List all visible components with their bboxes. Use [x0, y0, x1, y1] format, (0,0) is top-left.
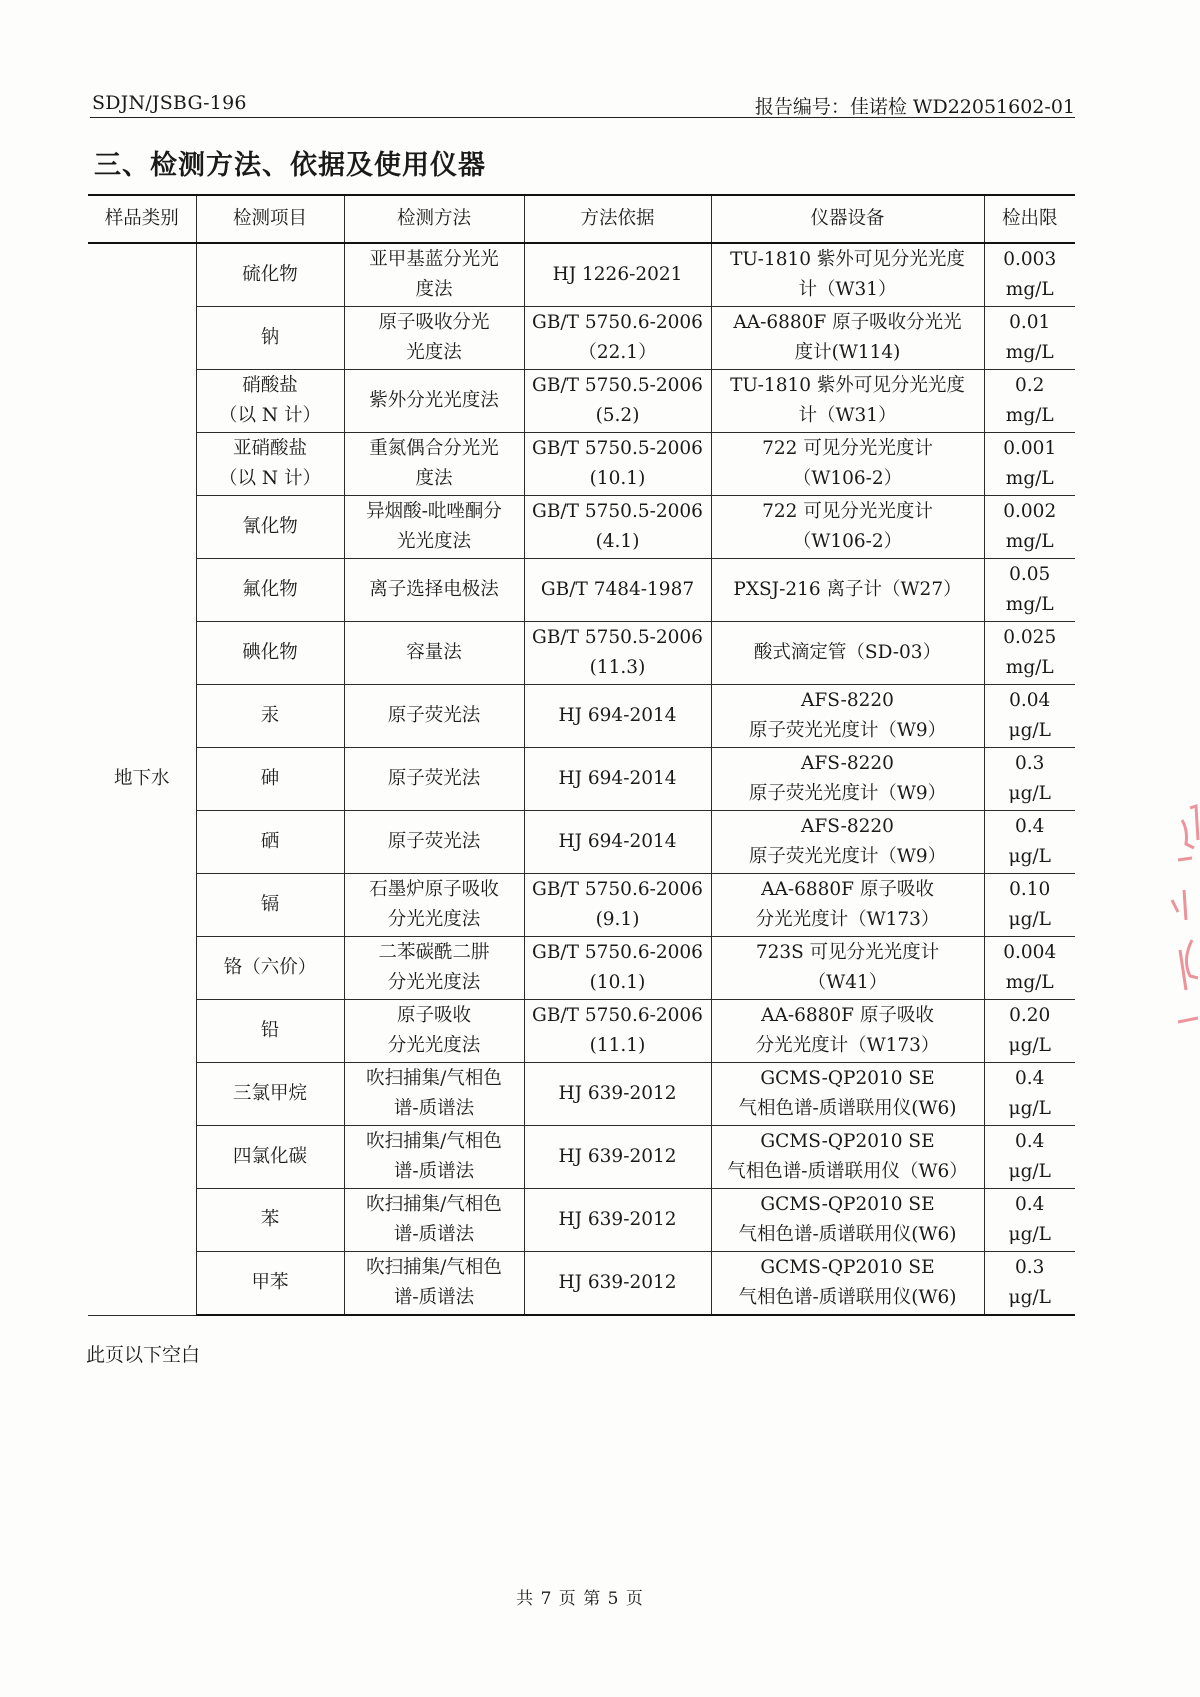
method-basis-cell-text: GB/T 5750.5-2006 (11.3) — [532, 627, 703, 678]
test-item-cell — [196, 1000, 344, 1063]
table-row — [88, 243, 1075, 307]
method-basis-cell-text: HJ 694-2014 — [558, 831, 677, 852]
detection-limit-cell — [984, 1000, 1075, 1063]
table-row — [88, 937, 1075, 1000]
test-method-cell — [344, 1000, 524, 1063]
method-basis-cell — [524, 937, 711, 1000]
test-method-cell — [344, 622, 524, 685]
table-row — [88, 1063, 1075, 1126]
method-basis-cell-text: HJ 639-2012 — [558, 1209, 677, 1230]
test-item-cell — [196, 370, 344, 433]
test-item-cell — [196, 685, 344, 748]
method-basis-cell — [524, 433, 711, 496]
detection-limit-cell-text: 0.025 mg/L — [1003, 627, 1057, 678]
test-item-cell-text: 碘化物 — [242, 642, 298, 663]
test-method-cell-text: 吹扫捕集/气相色 谱-质谱法 — [366, 1257, 502, 1308]
test-method-cell-text: 吹扫捕集/气相色 谱-质谱法 — [366, 1194, 502, 1245]
test-method-cell — [344, 370, 524, 433]
test-method-cell-text: 亚甲基蓝分光光 度法 — [369, 249, 499, 300]
method-basis-cell — [524, 559, 711, 622]
method-basis-cell — [524, 1000, 711, 1063]
method-basis-cell-text: HJ 639-2012 — [558, 1146, 677, 1167]
instrument-cell-text: GCMS-QP2010 SE 气相色谱-质谱联用仪(W6) — [738, 1194, 957, 1245]
method-basis-cell — [524, 243, 711, 307]
test-item-cell — [196, 1063, 344, 1126]
test-item-cell — [196, 622, 344, 685]
sample-category-cell: 地下水 — [88, 243, 196, 1315]
test-item-cell-text: 钠 — [260, 327, 280, 348]
test-item-cell — [196, 433, 344, 496]
instrument-cell — [711, 1189, 984, 1252]
instrument-cell — [711, 496, 984, 559]
document-code: SDJN/JSBG-196 — [92, 92, 247, 114]
test-method-cell — [344, 307, 524, 370]
test-item-cell-text: 四氯化碳 — [232, 1146, 307, 1167]
instrument-cell-text: AFS-8220 原子荧光光度计（W9） — [748, 690, 947, 741]
method-basis-cell-text: GB/T 5750.6-2006 (10.1) — [532, 942, 703, 993]
method-basis-cell — [524, 685, 711, 748]
instrument-cell — [711, 1000, 984, 1063]
test-method-cell — [344, 748, 524, 811]
seal-stamp-fragment — [1152, 800, 1200, 1040]
detection-limit-cell — [984, 622, 1075, 685]
test-item-cell-text: 砷 — [260, 768, 280, 789]
table-row — [88, 748, 1075, 811]
detection-limit-cell-text: 0.4 μg/L — [1008, 816, 1051, 867]
detection-limit-cell-text: 0.001 mg/L — [1003, 438, 1057, 489]
table-row — [88, 1000, 1075, 1063]
test-method-cell-text: 吹扫捕集/气相色 谱-质谱法 — [366, 1068, 502, 1119]
method-basis-cell-text: HJ 639-2012 — [558, 1272, 677, 1293]
instrument-cell-text: GCMS-QP2010 SE 气相色谱-质谱联用仪（W6） — [727, 1131, 968, 1182]
header-divider — [90, 117, 1075, 118]
test-item-cell-text: 硒 — [260, 831, 280, 852]
column-header-method-basis: 方法依据 — [524, 195, 711, 243]
test-method-cell-text: 原子吸收分光 光度法 — [378, 312, 490, 363]
method-basis-cell-text: GB/T 5750.5-2006 (5.2) — [532, 375, 703, 426]
detection-limit-cell-text: 0.01 mg/L — [1005, 312, 1054, 363]
instrument-cell — [711, 874, 984, 937]
detection-limit-cell-text: 0.4 μg/L — [1008, 1068, 1051, 1119]
detection-limit-cell — [984, 748, 1075, 811]
test-item-cell-text: 亚硝酸盐 （以 N 计） — [219, 438, 321, 489]
method-basis-cell — [524, 1252, 711, 1316]
column-header-instrument: 仪器设备 — [711, 195, 984, 243]
instrument-cell — [711, 307, 984, 370]
test-item-cell — [196, 937, 344, 1000]
detection-limit-cell-text: 0.002 mg/L — [1003, 501, 1057, 552]
table-row — [88, 685, 1075, 748]
test-item-cell-text: 汞 — [260, 705, 280, 726]
column-header-test-item: 检测项目 — [196, 195, 344, 243]
method-basis-cell-text: GB/T 5750.5-2006 (10.1) — [532, 438, 703, 489]
test-method-cell — [344, 811, 524, 874]
test-item-cell — [196, 559, 344, 622]
blank-below-note: 此页以下空白 — [86, 1344, 201, 1366]
test-method-cell — [344, 685, 524, 748]
table-body — [88, 243, 1075, 1315]
method-basis-cell-text: GB/T 5750.6-2006 （22.1） — [532, 312, 703, 363]
instrument-cell-text: 722 可见分光光度计 （W106-2） — [762, 501, 933, 552]
method-basis-cell — [524, 496, 711, 559]
instrument-cell — [711, 685, 984, 748]
method-basis-cell — [524, 1063, 711, 1126]
detection-limit-cell-text: 0.4 μg/L — [1008, 1131, 1051, 1182]
method-basis-cell — [524, 1189, 711, 1252]
method-basis-cell — [524, 874, 711, 937]
test-method-cell-text: 容量法 — [406, 642, 462, 663]
test-item-cell — [196, 243, 344, 307]
table-row — [88, 1126, 1075, 1189]
test-method-cell-text: 原子荧光法 — [387, 831, 481, 852]
test-item-cell — [196, 811, 344, 874]
test-method-cell — [344, 937, 524, 1000]
instrument-cell — [711, 937, 984, 1000]
detection-limit-cell — [984, 243, 1075, 307]
test-item-cell-text: 镉 — [260, 894, 280, 915]
detection-limit-cell-text: 0.3 μg/L — [1008, 753, 1051, 804]
test-method-cell-text: 二苯碳酰二肼 分光光度法 — [378, 942, 490, 993]
instrument-cell — [711, 1126, 984, 1189]
detection-limit-cell — [984, 1126, 1075, 1189]
test-method-cell — [344, 874, 524, 937]
table-row — [88, 874, 1075, 937]
test-method-cell — [344, 433, 524, 496]
column-header-test-method: 检测方法 — [344, 195, 524, 243]
test-method-cell-text: 原子荧光法 — [387, 705, 481, 726]
test-method-cell-text: 异烟酸-吡唑酮分 光光度法 — [366, 501, 502, 552]
instrument-cell-text: 酸式滴定管（SD-03） — [753, 642, 942, 663]
test-method-cell-text: 吹扫捕集/气相色 谱-质谱法 — [366, 1131, 502, 1182]
table-row — [88, 433, 1075, 496]
column-header-detection-limit: 检出限 — [984, 195, 1075, 243]
table-row — [88, 559, 1075, 622]
instrument-cell-text: 722 可见分光光度计 （W106-2） — [762, 438, 933, 489]
detection-limit-cell-text: 0.05 mg/L — [1005, 564, 1054, 615]
method-basis-cell — [524, 1126, 711, 1189]
instrument-cell — [711, 1252, 984, 1316]
method-basis-cell-text: GB/T 7484-1987 — [540, 579, 695, 600]
test-item-cell — [196, 874, 344, 937]
table-row — [88, 496, 1075, 559]
test-item-cell-text: 硫化物 — [242, 264, 298, 285]
instrument-cell — [711, 622, 984, 685]
test-method-cell — [344, 1063, 524, 1126]
instrument-cell — [711, 1063, 984, 1126]
method-basis-cell-text: GB/T 5750.6-2006 (11.1) — [532, 1005, 703, 1056]
method-basis-cell-text: GB/T 5750.5-2006 (4.1) — [532, 501, 703, 552]
instrument-cell-text: AA-6880F 原子吸收 分光光度计（W173） — [755, 879, 940, 930]
test-method-cell-text: 原子吸收 分光光度法 — [387, 1005, 481, 1056]
detection-limit-cell — [984, 1189, 1075, 1252]
detection-limit-cell — [984, 1063, 1075, 1126]
methods-table — [88, 194, 1075, 1316]
test-method-cell — [344, 496, 524, 559]
instrument-cell — [711, 748, 984, 811]
method-basis-cell — [524, 748, 711, 811]
detection-limit-cell-text: 0.004 mg/L — [1003, 942, 1057, 993]
detection-limit-cell — [984, 937, 1075, 1000]
detection-limit-cell — [984, 685, 1075, 748]
detection-limit-cell — [984, 496, 1075, 559]
test-item-cell — [196, 1252, 344, 1316]
test-item-cell-text: 氟化物 — [242, 579, 298, 600]
test-item-cell — [196, 748, 344, 811]
instrument-cell-text: PXSJ-216 离子计（W27） — [733, 579, 962, 600]
test-method-cell — [344, 1252, 524, 1316]
table-row — [88, 1189, 1075, 1252]
test-item-cell — [196, 1189, 344, 1252]
instrument-cell-text: AFS-8220 原子荧光光度计（W9） — [748, 816, 947, 867]
detection-limit-cell — [984, 307, 1075, 370]
detection-limit-cell-text: 0.20 μg/L — [1008, 1005, 1051, 1056]
test-item-cell — [196, 1126, 344, 1189]
column-header-sample-category: 样品类别 — [88, 195, 196, 243]
table-row — [88, 307, 1075, 370]
test-method-cell — [344, 1126, 524, 1189]
instrument-cell — [711, 243, 984, 307]
method-basis-cell-text: GB/T 5750.6-2006 (9.1) — [532, 879, 703, 930]
instrument-cell-text: TU-1810 紫外可见分光光度 计（W31） — [730, 375, 965, 426]
section-title: 三、检测方法、依据及使用仪器 — [94, 150, 486, 181]
detection-limit-cell-text: 0.003 mg/L — [1003, 249, 1057, 300]
instrument-cell — [711, 811, 984, 874]
test-item-cell-text: 铬（六价） — [223, 957, 317, 978]
test-method-cell-text: 原子荧光法 — [387, 768, 481, 789]
table-row — [88, 622, 1075, 685]
detection-limit-cell — [984, 1252, 1075, 1316]
test-method-cell-text: 离子选择电极法 — [369, 579, 499, 600]
test-method-cell — [344, 559, 524, 622]
instrument-cell-text: GCMS-QP2010 SE 气相色谱-质谱联用仪(W6) — [738, 1257, 957, 1308]
table-row — [88, 1252, 1075, 1316]
instrument-cell-text: AA-6880F 原子吸收分光光 度计(W114) — [733, 312, 962, 363]
table-header-row — [88, 195, 1075, 243]
method-basis-cell-text: HJ 1226-2021 — [552, 264, 683, 285]
instrument-cell-text: 723S 可见分光光度计 （W41） — [755, 942, 940, 993]
method-basis-cell — [524, 370, 711, 433]
detection-limit-cell-text: 0.2 mg/L — [1005, 375, 1054, 426]
detection-limit-cell — [984, 811, 1075, 874]
test-item-cell — [196, 307, 344, 370]
test-item-cell-text: 苯 — [260, 1209, 280, 1230]
instrument-cell — [711, 559, 984, 622]
table-row — [88, 811, 1075, 874]
detection-limit-cell-text: 0.10 μg/L — [1008, 879, 1051, 930]
method-basis-cell-text: HJ 694-2014 — [558, 768, 677, 789]
instrument-cell — [711, 433, 984, 496]
test-method-cell-text: 紫外分光光度法 — [369, 390, 499, 411]
detection-limit-cell — [984, 559, 1075, 622]
instrument-cell-text: GCMS-QP2010 SE 气相色谱-质谱联用仪(W6) — [738, 1068, 957, 1119]
test-method-cell-text: 石墨炉原子吸收 分光光度法 — [369, 879, 499, 930]
method-basis-cell-text: HJ 694-2014 — [558, 705, 677, 726]
test-method-cell-text: 重氮偶合分光光 度法 — [369, 438, 499, 489]
instrument-cell-text: TU-1810 紫外可见分光光度 计（W31） — [730, 249, 965, 300]
report-number: 报告编号：佳诺检 WD22051602-01 — [754, 96, 1075, 118]
test-item-cell-text: 铅 — [260, 1020, 280, 1041]
test-item-cell-text: 氰化物 — [242, 516, 298, 537]
detection-limit-cell — [984, 874, 1075, 937]
method-basis-cell — [524, 622, 711, 685]
detection-limit-cell — [984, 433, 1075, 496]
instrument-cell — [711, 370, 984, 433]
method-basis-cell-text: HJ 639-2012 — [558, 1083, 677, 1104]
test-item-cell-text: 三氯甲烷 — [232, 1083, 307, 1104]
detection-limit-cell — [984, 370, 1075, 433]
test-item-cell-text: 甲苯 — [251, 1272, 289, 1293]
instrument-cell-text: AFS-8220 原子荧光光度计（W9） — [748, 753, 947, 804]
test-item-cell-text: 硝酸盐 （以 N 计） — [219, 375, 321, 426]
test-item-cell — [196, 496, 344, 559]
page-number: 共 7 页 第 5 页 — [516, 1589, 644, 1609]
test-method-cell — [344, 1189, 524, 1252]
method-basis-cell — [524, 811, 711, 874]
detection-limit-cell-text: 0.4 μg/L — [1008, 1194, 1051, 1245]
detection-limit-cell-text: 0.3 μg/L — [1008, 1257, 1051, 1308]
test-method-cell — [344, 243, 524, 307]
method-basis-cell — [524, 307, 711, 370]
detection-limit-cell-text: 0.04 μg/L — [1008, 690, 1051, 741]
instrument-cell-text: AA-6880F 原子吸收 分光光度计（W173） — [755, 1005, 940, 1056]
table-row — [88, 370, 1075, 433]
